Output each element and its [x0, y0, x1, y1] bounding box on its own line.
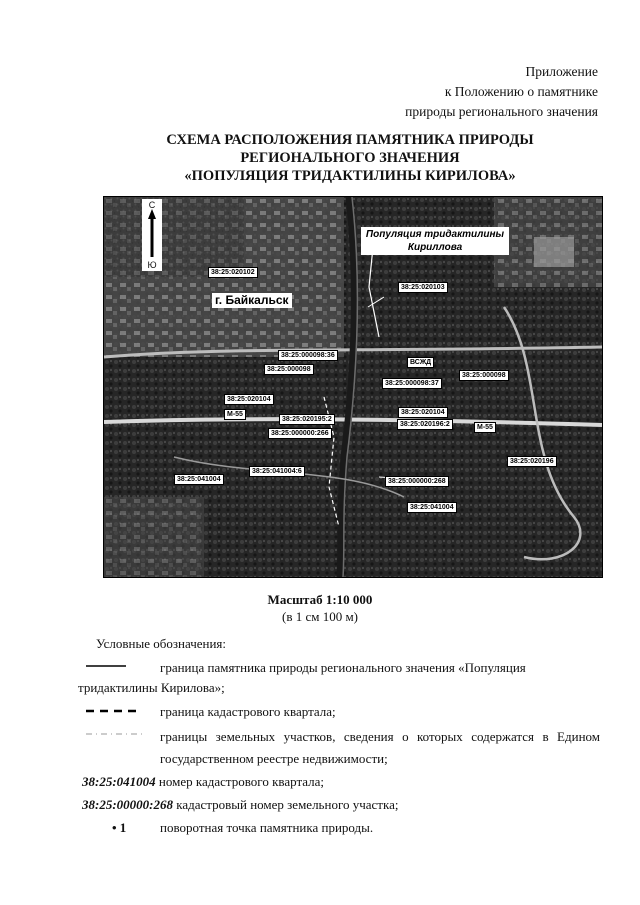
parcel-label: 38:25:020104 — [398, 407, 448, 418]
parcel-label: 38:25:020196 — [507, 456, 557, 467]
title-line-2: РЕГИОНАЛЬНОГО ЗНАЧЕНИЯ — [240, 150, 460, 166]
parcel-label: 38:25:000000:266 — [268, 428, 332, 439]
parcel-label: 38:25:020103 — [398, 282, 448, 293]
parcel-label: 38:25:000098:37 — [382, 378, 442, 389]
parcel-label: 38:25:000000:268 — [385, 476, 449, 487]
scale-note: (в 1 см 100 м) — [281, 609, 359, 624]
turning-point-icon: • 1 — [112, 820, 127, 835]
population-label — [361, 227, 509, 255]
population-label-line-2: Кириллова — [407, 242, 463, 253]
appendix-line-1: Приложение — [525, 64, 598, 79]
title-line-3: «ПОПУЛЯЦИЯ ТРИДАКТИЛИНЫ КИРИЛОВА» — [184, 168, 516, 184]
parcel-label: 38:25:041004 — [407, 502, 457, 513]
appendix-line-2: к Положению о памятнике — [444, 84, 598, 99]
parcel-label: 38:25:000098 — [264, 364, 314, 375]
legend-item-6-text: поворотная точка памятника природы. — [160, 820, 374, 835]
dotted-dashed-line-icon — [84, 732, 144, 736]
parcel-code-sample: 38:25:00000:268 — [82, 797, 173, 812]
parcel-label: 38:25:020102 — [208, 267, 258, 278]
parcel-label: 38:25:000098 — [459, 370, 509, 381]
parcel-label: 38:25:000098:36 — [278, 350, 338, 361]
legend-item-5-text: кадастровый номер земельного участка; — [176, 797, 399, 812]
legend-item-2-text: граница кадастрового квартала; — [160, 704, 336, 719]
title-line-1: СХЕМА РАСПОЛОЖЕНИЯ ПАМЯТНИКА ПРИРОДЫ — [166, 132, 534, 148]
legend-heading: Условные обозначения: — [96, 636, 227, 651]
legend-item-3-text: границы земельных участков, сведения о которых содержатся в Едином государственном реестре недвижимости; — [160, 729, 600, 766]
city-label: г. Байкальск — [212, 293, 292, 308]
parcel-label: 38:25:020195:2 — [279, 414, 335, 425]
appendix-line-3: природы регионального значения — [405, 104, 598, 119]
solid-line-icon — [84, 664, 128, 668]
parcel-label: 38:25:020104 — [224, 394, 274, 405]
legend-item-parcel-number — [82, 795, 598, 814]
parcel-label: 38:25:041004:6 — [249, 466, 305, 477]
parcel-label: 38:25:020196:2 — [397, 419, 453, 430]
quarter-code-sample: 38:25:041004 — [82, 774, 156, 789]
population-label-line-1: Популяция тридактилины — [365, 229, 505, 240]
legend-item-4-text: номер кадастрового квартала; — [158, 774, 325, 789]
scale-ratio: Масштаб 1:10 000 — [267, 592, 373, 607]
appendix-block — [405, 62, 598, 122]
north-arrow — [142, 199, 162, 271]
legend-item-quarter-number — [82, 772, 598, 791]
page-title — [60, 131, 640, 185]
road-label: М-55 — [474, 422, 496, 433]
legend-item-1-continuation: тридактилины Кирилова»; — [78, 680, 225, 695]
compass-south-label: Ю — [147, 260, 157, 270]
compass-north-label: С — [148, 200, 156, 210]
satellite-map — [103, 196, 603, 578]
map-scale — [0, 591, 640, 625]
parcel-label: 38:25:041004 — [174, 474, 224, 485]
dashed-line-icon — [84, 708, 144, 714]
legend-item-1-text: граница памятника природы регионального значения «Популяция — [160, 660, 526, 675]
railway-label: ВСЖД — [407, 357, 434, 368]
map-imagery — [104, 197, 602, 577]
road-label: М-55 — [224, 409, 246, 420]
